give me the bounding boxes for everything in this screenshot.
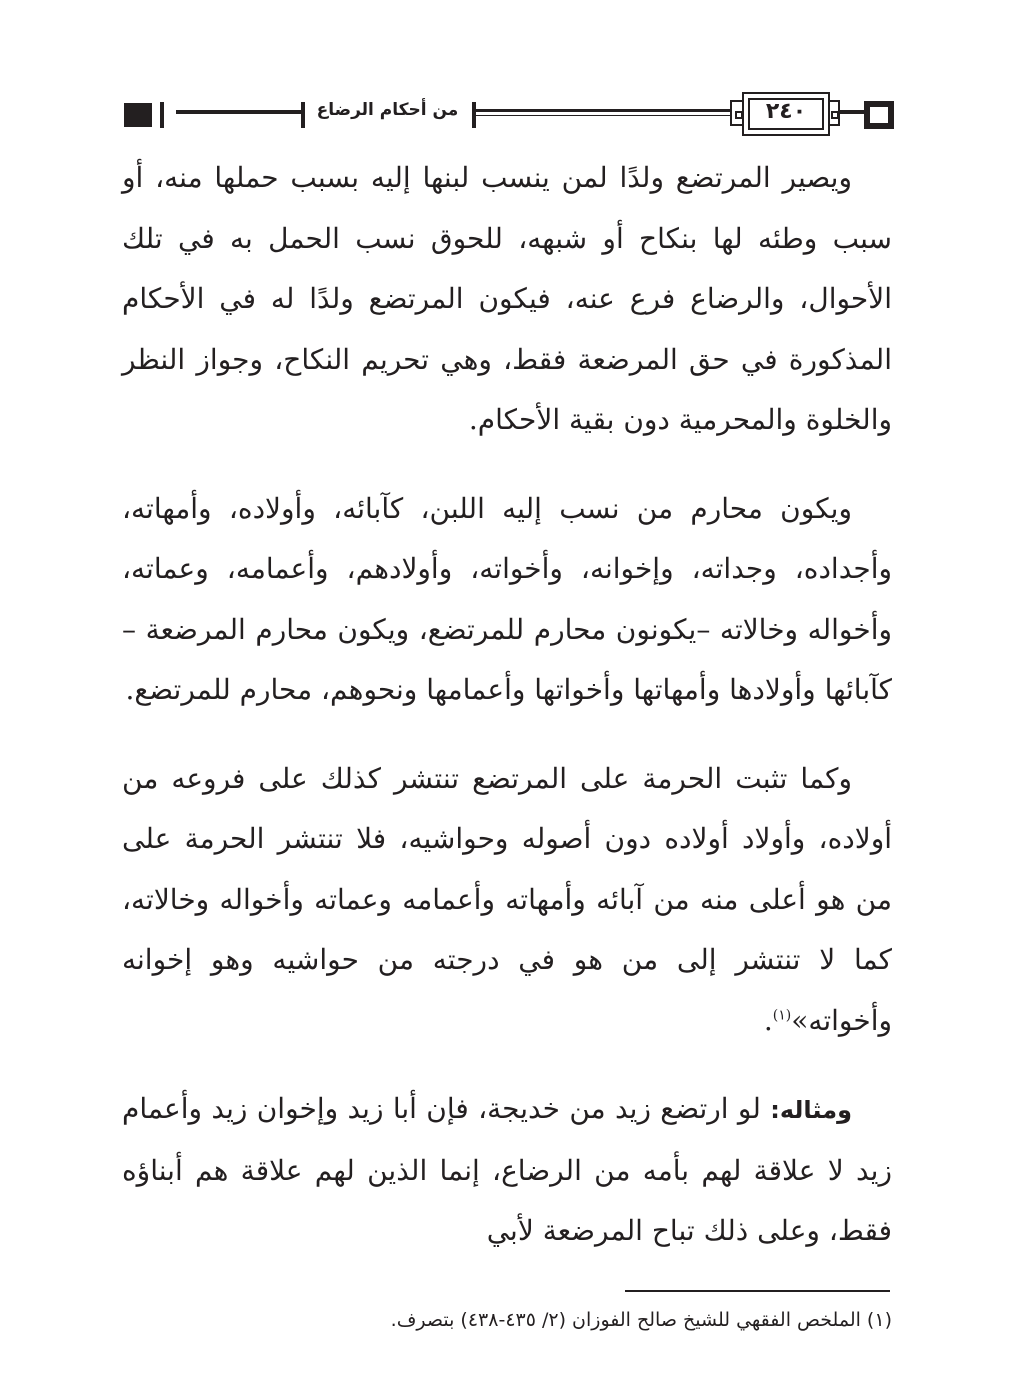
example-lead: ومثاله:: [770, 1096, 852, 1124]
running-title: من أحكام الرضاع: [305, 100, 470, 120]
footnote-reference: (١): [772, 1007, 792, 1024]
paragraph-4: [122, 1079, 892, 1262]
header-ornament-square-right: [864, 101, 894, 129]
page-number: ٢٤٠: [765, 99, 807, 124]
footnote: (١) الملخص الفقهي للشيخ صالح الفوزان (٢/ ٤٣٥-٤٣٨) بتصرف.: [390, 1309, 892, 1331]
header-ornament-bar-inner-right: [472, 102, 476, 128]
header-ornament-square-left: [124, 103, 152, 127]
paragraph-4-text: لو ارتضع زيد من خديجة، فإن أبا زيد وإخوان زيد وأعمام زيد لا علاقة لهم بأمه من الرضاع، إنما الذين لهم علاقة هم أبناؤه فقط، وعلى ذلك تباح المرضعة لأبي: [122, 1092, 892, 1247]
page-number-frame: [742, 92, 830, 136]
paragraph-3-end: .: [763, 1003, 773, 1037]
main-text: [122, 148, 892, 1290]
header-rule-middle-thin: [472, 115, 734, 116]
paragraph-1: [122, 148, 892, 451]
header-ornament-bar-left: [160, 102, 164, 128]
paragraph-1-text: ويصير المرتضع ولدًا لمن ينسب لبنها إليه بسبب حملها منه، أو سبب وطئه لها بنكاح أو شبهه، للحوق نسب الحمل به في تلك الأحوال، والرضاع فرع عنه، فيكون المرتضع ولدًا له في الأحكام المذكورة في حق المرضعة فقط، وهي تحريم النكاح، وجواز النظر والخلوة والمحرمية دون بقية الأحكام.: [122, 161, 892, 436]
header-rule-middle: [472, 109, 734, 112]
footnote-separator: [625, 1290, 890, 1292]
paragraph-3-text: وكما تثبت الحرمة على المرتضع تنتشر كذلك على فروعه من أولاده، وأولاد أولاده دون أصوله وحواشيه، فلا تنتشر الحرمة على من هو أعلى منه من آبائه وأمهاته وأعمامه وعماته وأخواله وخالاته، كما لا تنتشر إلى من هو في درجته من حواشيه وهو إخوانه وأخواته»: [122, 761, 893, 1037]
paragraph-3: [122, 749, 892, 1052]
paragraph-2-text: ويكون محارم من نسب إليه اللبن، كآبائه، وأولاده، وأمهاته، وأجداده، وجداته، وإخوانه، وأخواته، وأولادهم، وأعمامه، وعماته، وأخواله وخالاته –يكونون محارم للمرتضع، ويكون محارم المرضعة – كآبائها وأولادها وأمهاتها وأخواتها وأعمامها ونحوهم، محارم للمرتضع.: [122, 491, 892, 706]
header-rule-left: [176, 110, 306, 114]
page-header: [120, 88, 895, 144]
paragraph-2: [122, 479, 892, 721]
